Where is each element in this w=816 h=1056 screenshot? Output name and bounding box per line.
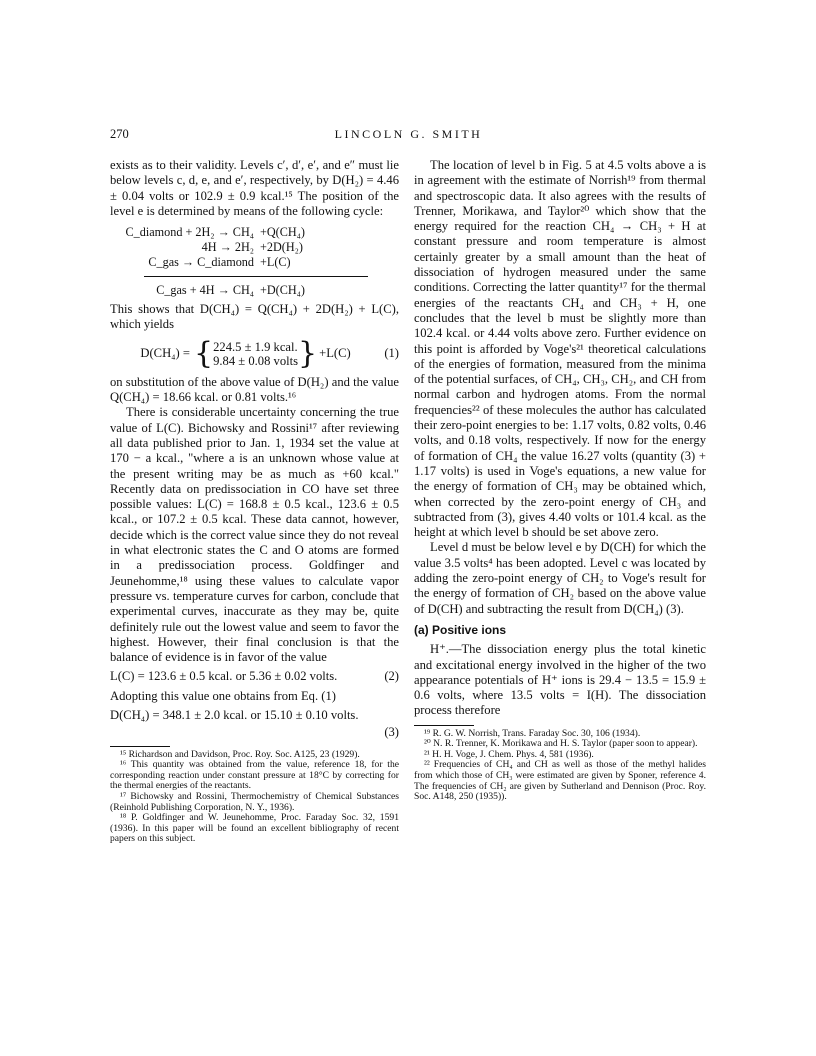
cycle-line-3-lhs: C_gas → C_diamond — [148, 255, 254, 270]
equation-3-text: D(CH₄) = 348.1 ± 2.0 kcal. or 15.10 ± 0.10 volts. — [110, 708, 359, 723]
equation-1-rhs: +L(C) — [319, 346, 351, 361]
equation-3 — [110, 708, 399, 723]
cycle-line-3-rhs: +L(C) — [260, 255, 291, 270]
page-number: 270 — [110, 127, 129, 141]
right-paragraph-1: The location of level b in Fig. 5 at 4.5 volts above a is in agreement with the estimate of Norrish¹⁹ from thermal and spectroscopic data. It also agrees with the results of Trenner, Morikawa, and Taylor²⁰ which show that the energy required for the reaction CH₄ → CH₃ + H at constant pressure and room temperature is almost certainly greater by a small amount than the heat of dissociation of hydrogen measured under the same conditions. Correcting the latter quantity¹⁷ for the thermal energies of the reactants CH₄ and CH₃ + H, one concludes that the level b must be slightly more than 102.4 kcal. or 4.44 volts above zero. Further evidence on this point is afforded by Voge's²¹ theoretical calculations of the energies of formation, measured from the minima of the potential surfaces, of CH₄, CH₃, CH₂, and CH from normal carbon and hydrogen atoms. From the normal frequencies²² of these molecules the author has calculated their zero-point energies to be: 1.17 volts, 0.82 volts, 0.46 volts, and 0.18 volts, respectively. If now for the energy of formation of CH₄ the value 16.27 volts (quantity (3) + 1.17 volts) is used in Voge's equations, a new value for the energy of formation of CH₃ may be obtained which, when corrected by the zero-point energy of CH₃ and subtracted from (3), gives 4.40 volts or 101.4 kcal. as the height at which level b should be set above zero. — [414, 158, 706, 540]
equation-1-kcal: 224.5 ± 1.9 kcal. — [213, 339, 298, 354]
cycle-line-1 — [110, 225, 399, 240]
left-brace: { — [194, 335, 214, 371]
right-column — [414, 158, 706, 803]
footnote-22: ²² Frequencies of CH₄ and CH as well as those of the methyl halides from which those of CH₃ were estimated are given by Sponer, reference 4. The frequencies of CH₂ are given by Sutherland and Dennison (Proc. Roy. Soc. A148, 250 (1935)). — [414, 759, 706, 803]
left-paragraph-1: exists as to their validity. Levels c′, d′, e′, and e″ must lie below levels c, d, e, and e′, respectively, by D(H₂) = 4.46 ± 0.04 volts or 102.9 ± 0.9 kcal.¹⁵ The position of the level e is determined by means of the following cycle: — [110, 158, 399, 218]
equation-1 — [110, 335, 399, 371]
right-paragraph-2: Level d must be below level e by D(CH) for which the value 3.5 volts⁴ has been adopted. Level c was located by adding the zero-point energy of CH₂ to Voge's result for the energy of formation of CH₂ based on the above value of D(CH) and subtracting the result from D(CH₄) (3). — [414, 540, 706, 616]
footnote-16: ¹⁶ This quantity was obtained from the value, reference 18, for the corresponding reaction under constant pressure at 18°C by correcting for the thermal energies of the reactants. — [110, 759, 399, 792]
running-head: LINCOLN G. SMITH — [334, 127, 483, 141]
thermochemical-cycle — [110, 225, 399, 298]
equation-1-number: (1) — [384, 346, 399, 361]
cycle-line-2-lhs: 4H → 2H₂ — [201, 240, 254, 255]
section-heading-positive-ions: (a) Positive ions — [414, 622, 507, 637]
left-paragraph-4: There is considerable uncertainty concerning the true value of L(C). Bichowsky and Rossini¹⁷ after reviewing all data published prior to Jan. 1, 1934 set the value at 170 − a kcal., "where a is an unknown whose value at the present writing may be as much as +60 kcal." Recently data on predissociation in CO have set three possible values: L(C) = 168.8 ± 0.5 kcal., 123.6 ± 0.5 kcal., or 107.2 ± 0.5 kcal. These data cannot, however, decide which is the correct value since they do not reveal in what electronic states the C and O atoms are formed in a predissociation process. Goldfinger and Jeunehomme,¹⁸ using these values to calculate vapor pressure vs. temperature curves for carbon, conclude that experimental curves, inaccurate as they may be, quite definitely rule out the lowest value and seem to favor the highest. However, their final conclusion is that the balance of evidence is in favor of the value — [110, 405, 399, 665]
cycle-sum-rule — [144, 276, 368, 277]
footnote-19: ¹⁹ R. G. W. Norrish, Trans. Faraday Soc. 30, 106 (1934). — [424, 727, 641, 739]
footnote-21: ²¹ H. H. Voge, J. Chem. Phys. 4, 581 (1936). — [424, 748, 594, 760]
footnote-15: ¹⁵ Richardson and Davidson, Proc. Roy. Soc. A125, 23 (1929). — [120, 748, 360, 760]
left-column — [110, 158, 399, 845]
footnotes-left — [110, 750, 399, 845]
right-paragraph-3: H⁺.—The dissociation energy plus the total kinetic and excitational energy involved in the higher of the two appearance potentials of H⁺ ions is 29.4 − 13.5 = 15.9 ± 0.6 volts, where 13.5 volts = I(H). The dissociation process therefore — [414, 642, 706, 718]
cycle-sum-lhs: C_gas + 4H → CH₄ — [156, 283, 254, 298]
cycle-sum-line — [110, 283, 399, 298]
cycle-sum-rhs: +D(CH₄) — [260, 283, 305, 298]
cycle-line-2 — [110, 240, 399, 255]
right-brace: } — [298, 335, 318, 371]
left-paragraph-2: This shows that D(CH₄) = Q(CH₄) + 2D(H₂) + L(C), which yields — [110, 302, 399, 332]
cycle-line-2-rhs: +2D(H₂) — [260, 240, 303, 255]
page-header — [110, 127, 707, 147]
equation-1-lhs: D(CH₄) = — [140, 346, 190, 361]
cycle-line-1-rhs: +Q(CH₄) — [260, 225, 305, 240]
equation-2-text: L(C) = 123.6 ± 0.5 kcal. or 5.36 ± 0.02 volts. — [110, 669, 338, 684]
footnote-rule-right — [414, 725, 474, 726]
equation-3-number-line — [110, 725, 399, 740]
equation-1-values — [213, 340, 298, 368]
footnote-17: ¹⁷ Bichowsky and Rossini, Thermochemistry of Chemical Substances (Reinhold Publishing Corporation, N. Y., 1936). — [110, 790, 399, 813]
footnote-rule-left — [110, 746, 170, 747]
cycle-line-1-lhs: C_diamond + 2H₂ → CH₄ — [125, 225, 254, 240]
footnote-20: ²⁰ N. R. Trenner, K. Morikawa and H. S. Taylor (paper soon to appear). — [424, 738, 698, 750]
left-paragraph-3: on substitution of the above value of D(H₂) and the value Q(CH₄) = 18.66 kcal. or 0.81 volts.¹⁶ — [110, 374, 399, 405]
equation-3-number: (3) — [384, 725, 399, 740]
left-paragraph-5: Adopting this value one obtains from Eq. (1) — [110, 688, 336, 703]
equation-2 — [110, 669, 399, 684]
equation-1-volts: 9.84 ± 0.08 volts — [213, 353, 299, 368]
footnote-18: ¹⁸ P. Goldfinger and W. Jeunehomme, Proc. Faraday Soc. 32, 1591 (1936). In this paper will be found an excellent bibliography of recent papers on this subject. — [110, 812, 399, 845]
footnotes-right — [414, 729, 706, 803]
cycle-line-3 — [110, 255, 399, 270]
equation-2-number: (2) — [384, 669, 399, 684]
